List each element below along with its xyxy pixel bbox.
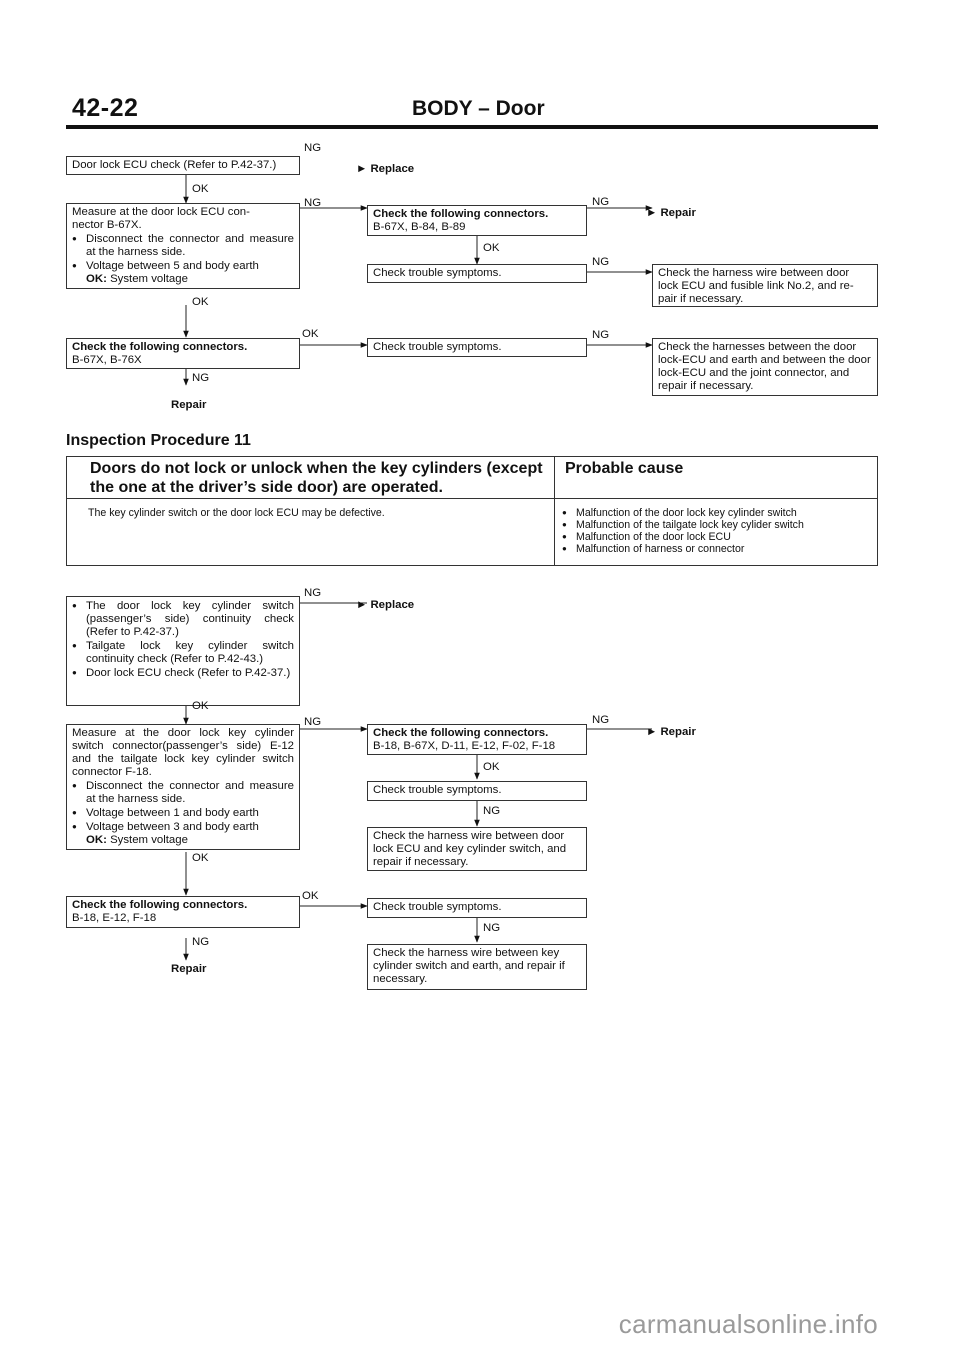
e1-sub: B-18, B-67X, D-11, E-12, F-02, F-18 (373, 740, 556, 752)
page-number: 42-22 (72, 94, 139, 122)
b2-ok-line (72, 273, 294, 286)
b3-sub: B-67X, B-76X (72, 354, 142, 366)
b2-bullet2: ● Voltage between 5 and body earth (72, 259, 294, 273)
label-e1-ok: OK (483, 761, 500, 773)
flow-box-measure-key-cylinder (66, 724, 300, 850)
label-b3-ng: NG (192, 372, 210, 384)
label-b1-ok: OK (192, 183, 209, 195)
label-d1-ok: OK (192, 700, 209, 712)
flow-box-check-symptoms-3 (367, 781, 587, 801)
d2-bullet3: ● Voltage between 3 and body earth (72, 820, 294, 834)
table-divider-horizontal (66, 498, 878, 499)
table-divider-vertical (554, 456, 555, 566)
label-e2-ng: NG (483, 805, 501, 817)
label-d3-ng: NG (192, 936, 210, 948)
symptom-description: The key cylinder switch or the door lock ECU may be defective. (88, 507, 385, 519)
c3-text: Check trouble symptoms. (373, 341, 502, 353)
d2-bullet1: ● Disconnect the connector and measure at the harness side. (72, 779, 294, 806)
target-d1-replace: ► Replace (356, 599, 415, 611)
d2-ok-line (72, 834, 294, 847)
watermark: carmanualsonline.info (618, 1309, 878, 1339)
cause-item: ● Malfunction of the tailgate lock key cylider switch (562, 519, 872, 531)
flow-box-check-symptoms-2 (367, 338, 587, 357)
target-d3-repair: Repair (171, 963, 207, 975)
label-b3-ok: OK (302, 328, 319, 340)
label-c1-ok: OK (483, 242, 500, 254)
c1-sub: B-67X, B-84, B-89 (373, 221, 466, 233)
cause-item: ● Malfunction of harness or connector (562, 543, 872, 555)
f2-text: Check the harness wire between key cylinder switch and earth, and repair if necessary. (373, 947, 565, 985)
flow-box-check-connectors-1 (367, 205, 587, 236)
target-e1-repair: ► Repair (646, 726, 696, 738)
d1-item: ● The door lock key cylinder switch (passenger’s side) continuity check (Refer to P.42-37.) (72, 599, 294, 639)
flow-box-check-symptoms-4 (367, 898, 587, 918)
target-b1-replace: ► Replace (356, 163, 415, 175)
flow-box-check-connectors-4 (66, 896, 300, 928)
d3-title: Check the following connectors. (72, 899, 248, 911)
target-c1-repair: ► Repair (646, 207, 696, 219)
label-d2-ok: OK (192, 852, 209, 864)
section-title: Inspection Procedure 11 (66, 432, 251, 449)
label-b2-ok: OK (192, 296, 209, 308)
e2-text: Check trouble symptoms. (373, 784, 502, 796)
b2-line2: nector B-67X. (72, 219, 142, 231)
label-b1-ng: NG (304, 142, 322, 154)
flow-box-check-symptoms-1 (367, 264, 587, 283)
d2-ok-val: System voltage (110, 834, 188, 846)
label-c1-ng: NG (592, 196, 610, 208)
d1-item: ● Tailgate lock key cylinder switch continuity check (Refer to P.42-43.) (72, 639, 294, 666)
c2-text: Check trouble symptoms. (373, 267, 502, 279)
label-b2-ng: NG (304, 197, 322, 209)
flow-box-harness-earth-joint (652, 338, 878, 396)
d3-sub: B-18, E-12, F-18 (72, 912, 157, 924)
b3-title: Check the following connectors. (72, 341, 248, 353)
b2-ok-key: OK: (86, 273, 107, 285)
b2-ok-val: System voltage (110, 273, 188, 285)
flow-box-continuity-checks (66, 596, 300, 706)
flow-box-ecu-check (66, 156, 300, 175)
label-f1-ng: NG (483, 922, 501, 934)
label-d3-ok: OK (302, 890, 319, 902)
d2-text: Measure at the door lock key cylinder switch connector(passenger’s side) E-12 and the tailgate lock key cylinder switch connector F-18. (72, 727, 294, 778)
label-d1-ng: NG (304, 587, 322, 599)
flow-box-harness-fusible-link (652, 264, 878, 307)
c2-target: Check the harness wire between door lock ECU and fusible link No.2, and re-pair if necessary. (658, 267, 854, 305)
cause-heading: Probable cause (565, 460, 684, 477)
flow-box-check-connectors-3 (367, 724, 587, 755)
d1-item: ● Door lock ECU check (Refer to P.42-37.) (72, 666, 294, 680)
label-e1-ng: NG (592, 714, 610, 726)
e3-text: Check the harness wire between door lock ECU and key cylinder switch, and repair if necessary. (373, 830, 567, 868)
symptom-heading: Doors do not lock or unlock when the key cylinders (except the one at the driver’s side door) are operated. (90, 460, 543, 496)
e1-title: Check the following connectors. (373, 727, 549, 739)
cause-item: ● Malfunction of the door lock key cylinder switch (562, 507, 872, 519)
b2-line1: Measure at the door lock ECU con- (72, 206, 250, 218)
c3-target: Check the harnesses between the door lock-ECU and earth and between the door lock-ECU and the joint connector, and repair if necessary. (658, 341, 871, 392)
flow-box-measure-ecu-connector (66, 203, 300, 289)
target-b3-repair: Repair (171, 399, 207, 411)
f1-text: Check trouble symptoms. (373, 901, 502, 913)
label-d2-ng: NG (304, 716, 322, 728)
cause-list (562, 507, 872, 555)
flow-box-check-connectors-2 (66, 338, 300, 369)
flow-box-ecu-check-text: Door lock ECU check (Refer to P.42-37.) (72, 159, 277, 171)
d2-ok-key: OK: (86, 834, 107, 846)
flow-box-harness-cylinder-earth (367, 944, 587, 990)
page-title: BODY – Door (412, 97, 545, 120)
c1-title: Check the following connectors. (373, 208, 549, 220)
d2-bullet2: ● Voltage between 1 and body earth (72, 806, 294, 820)
label-c2-ng: NG (592, 256, 610, 268)
b2-bullet1: ● Disconnect the connector and measure at the harness side. (72, 232, 294, 259)
flow-box-harness-ecu-cylinder (367, 827, 587, 871)
label-c3-ng: NG (592, 329, 610, 341)
cause-item: ● Malfunction of the door lock ECU (562, 531, 872, 543)
